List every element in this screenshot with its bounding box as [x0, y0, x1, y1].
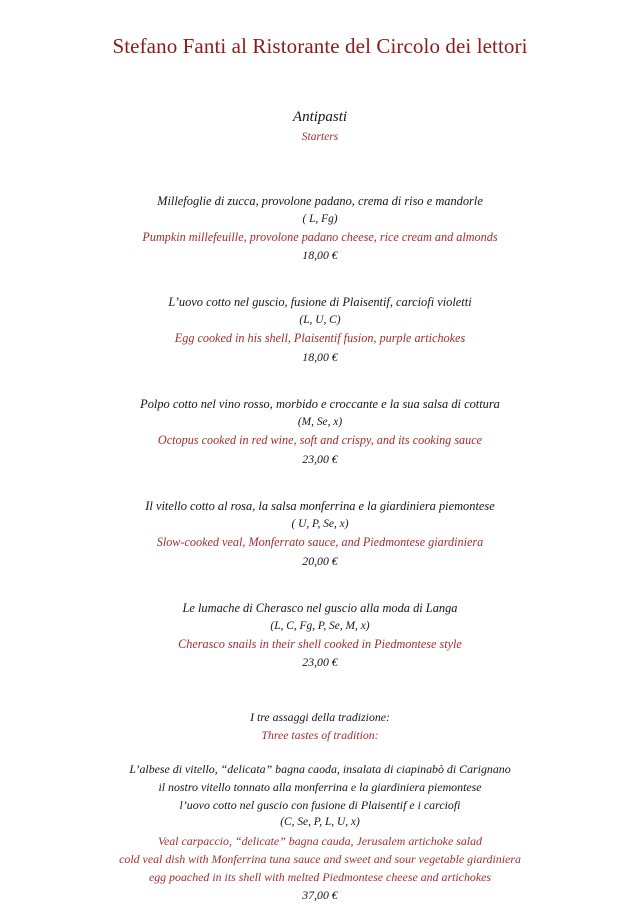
dish-item [0, 599, 640, 672]
dish-item [0, 395, 640, 468]
dish-allergens: ( U, P, Se, x) [291, 517, 349, 530]
dish-allergens: (M, Se, x) [297, 416, 343, 429]
tasting-menu-block [0, 708, 640, 905]
dish-allergens: ( L, Fg) [302, 212, 338, 225]
tasting-title-italian: I tre assaggi della tradizione: [250, 709, 390, 724]
dish-name-italian: L’uovo cotto nel guscio, fusione di Plaisentif, carciofi violetti [168, 295, 472, 310]
tasting-line-italian: L’albese di vitello, “delicata” bagna caoda, insalata di ciapinabò di Carignano [129, 762, 511, 777]
tasting-line-italian: il nostro vitello tonnato alla monferrina e la giardiniera piemontese [158, 780, 482, 795]
page-title: Stefano Fanti al Ristorante del Circolo dei lettori [112, 34, 528, 58]
dish-name-english: Cherasco snails in their shell cooked in Piedmontese style [178, 636, 462, 651]
section-title-italian: Antipasti [292, 109, 348, 126]
dish-price: 18,00 € [302, 248, 338, 263]
dish-price: 23,00 € [302, 655, 338, 670]
dish-name-italian: Millefoglie di zucca, provolone padano, crema di riso e mandorle [157, 193, 483, 208]
tasting-line-english: cold veal dish with Monferrina tuna sauce and sweet and sour vegetable giardiniera [119, 851, 521, 866]
dish-price: 18,00 € [302, 349, 338, 364]
dish-name-english: Octopus cooked in red wine, soft and crispy, and its cooking sauce [157, 433, 483, 448]
dish-allergens: (L, U, C) [299, 314, 341, 327]
tasting-line-english: Veal carpaccio, “delicate” bagna cauda, Jerusalem artichoke salad [158, 833, 482, 848]
dish-item [0, 293, 640, 366]
dish-allergens: (L, C, Fg, P, Se, M, x) [270, 619, 370, 632]
tasting-description [0, 760, 640, 904]
tasting-line-italian: l’uovo cotto nel guscio con fusione di Plaisentif e i carciofi [179, 798, 461, 813]
dish-name-english: Pumpkin millefeuille, provolone padano cheese, rice cream and almonds [142, 229, 498, 244]
dish-price: 20,00 € [302, 553, 338, 568]
tasting-line-english: egg poached in its shell with melted Piedmontese cheese and artichokes [148, 869, 492, 884]
dish-list [0, 192, 640, 672]
section-title-english: Starters [301, 131, 339, 143]
tasting-price: 37,00 € [302, 887, 338, 902]
tasting-title-english: Three tastes of tradition: [261, 727, 379, 742]
section-header-antipasti [0, 107, 640, 145]
dish-name-italian: Il vitello cotto al rosa, la salsa monferrina e la giardiniera piemontese [145, 499, 495, 514]
dish-name-english: Slow-cooked veal, Monferrato sauce, and Piedmontese giardiniera [156, 534, 484, 549]
dish-item [0, 497, 640, 570]
tasting-allergens: (C, Se, P, L, U, x) [280, 816, 360, 829]
dish-name-english: Egg cooked in his shell, Plaisentif fusion, purple artichokes [174, 331, 466, 346]
dish-price: 23,00 € [302, 451, 338, 466]
dish-name-italian: Polpo cotto nel vino rosso, morbido e croccante e la sua salsa di cottura [140, 397, 500, 412]
dish-item [0, 192, 640, 265]
dish-name-italian: Le lumache di Cherasco nel guscio alla moda di Langa [182, 600, 458, 615]
